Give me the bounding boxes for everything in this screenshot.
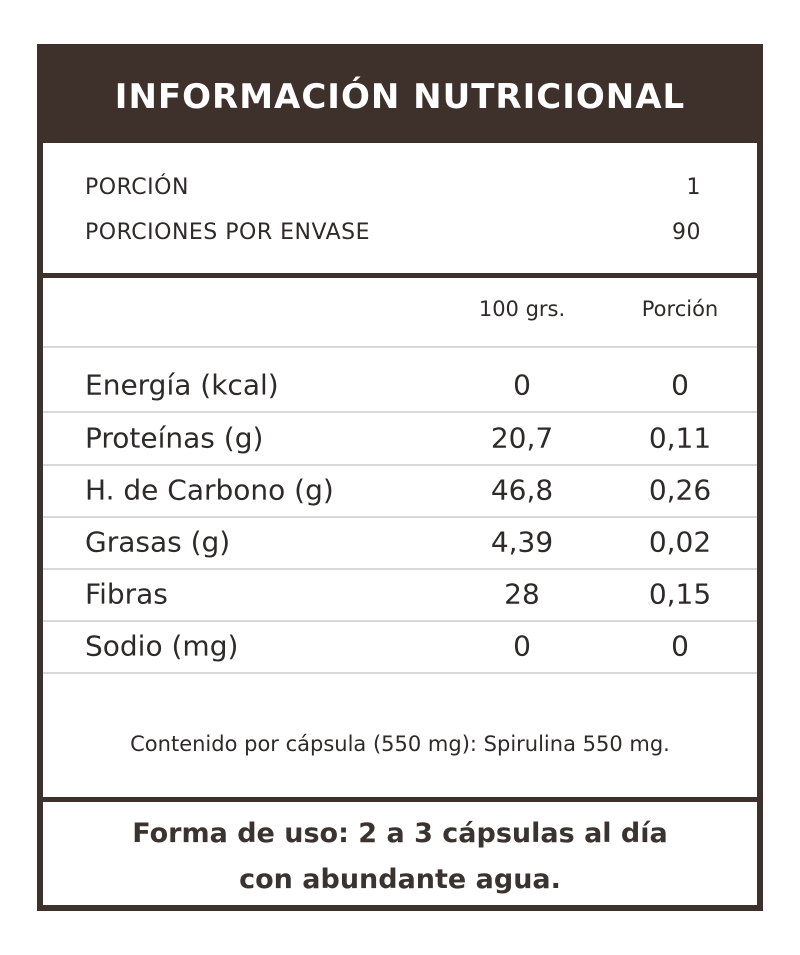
table-row: [43, 568, 757, 620]
nutrition-header: [43, 50, 757, 143]
column-header-portion: Porción: [641, 297, 719, 321]
nutrient-value-100g: 28: [504, 577, 540, 611]
table-row: [43, 359, 757, 411]
nutrient-value-100g: 0: [513, 629, 531, 663]
nutrient-value-portion: 0: [671, 629, 689, 663]
nutrient-value-portion: 0: [671, 368, 689, 402]
nutrient-value-100g: 4,39: [490, 525, 554, 559]
serving-value: 90: [672, 220, 701, 245]
serving-value: 1: [686, 175, 701, 200]
nutrient-value-100g: 20,7: [490, 421, 554, 455]
nutrition-facts-panel: [37, 44, 763, 911]
usage-instructions: [43, 802, 757, 911]
nutrient-value-100g: 46,8: [490, 473, 554, 507]
column-header-100g: 100 grs.: [478, 297, 566, 321]
capsule-content-note: Contenido por cápsula (550 mg): Spirulina 550 mg.: [130, 732, 670, 756]
nutrient-name: Energía (kcal): [85, 368, 279, 402]
serving-info: [43, 145, 757, 273]
serving-label: PORCIÓN: [85, 175, 189, 200]
nutrient-value-portion: 0,15: [648, 577, 712, 611]
usage-line: con abundante agua.: [239, 863, 561, 895]
table-row: [43, 620, 757, 672]
nutrient-name: Sodio (mg): [85, 629, 239, 663]
usage-line: Forma de uso: 2 a 3 cápsulas al día: [132, 817, 668, 849]
table-row: [43, 412, 757, 464]
nutrient-name: H. de Carbono (g): [85, 473, 334, 507]
nutrient-value-100g: 0: [513, 368, 531, 402]
table-rule: [43, 346, 757, 348]
nutrient-value-portion: 0,02: [648, 525, 712, 559]
nutrient-name: Proteínas (g): [85, 421, 264, 455]
nutrient-name: Grasas (g): [85, 525, 231, 559]
table-row: [43, 516, 757, 568]
section-divider: [43, 273, 757, 278]
serving-label: PORCIONES POR ENVASE: [85, 220, 371, 245]
nutrition-title: INFORMACIÓN NUTRICIONAL: [114, 76, 686, 117]
table-rule: [43, 672, 757, 674]
nutrient-value-portion: 0,26: [648, 473, 712, 507]
nutrient-name: Fibras: [85, 577, 168, 611]
table-row: [43, 464, 757, 516]
nutrient-value-portion: 0,11: [648, 421, 712, 455]
